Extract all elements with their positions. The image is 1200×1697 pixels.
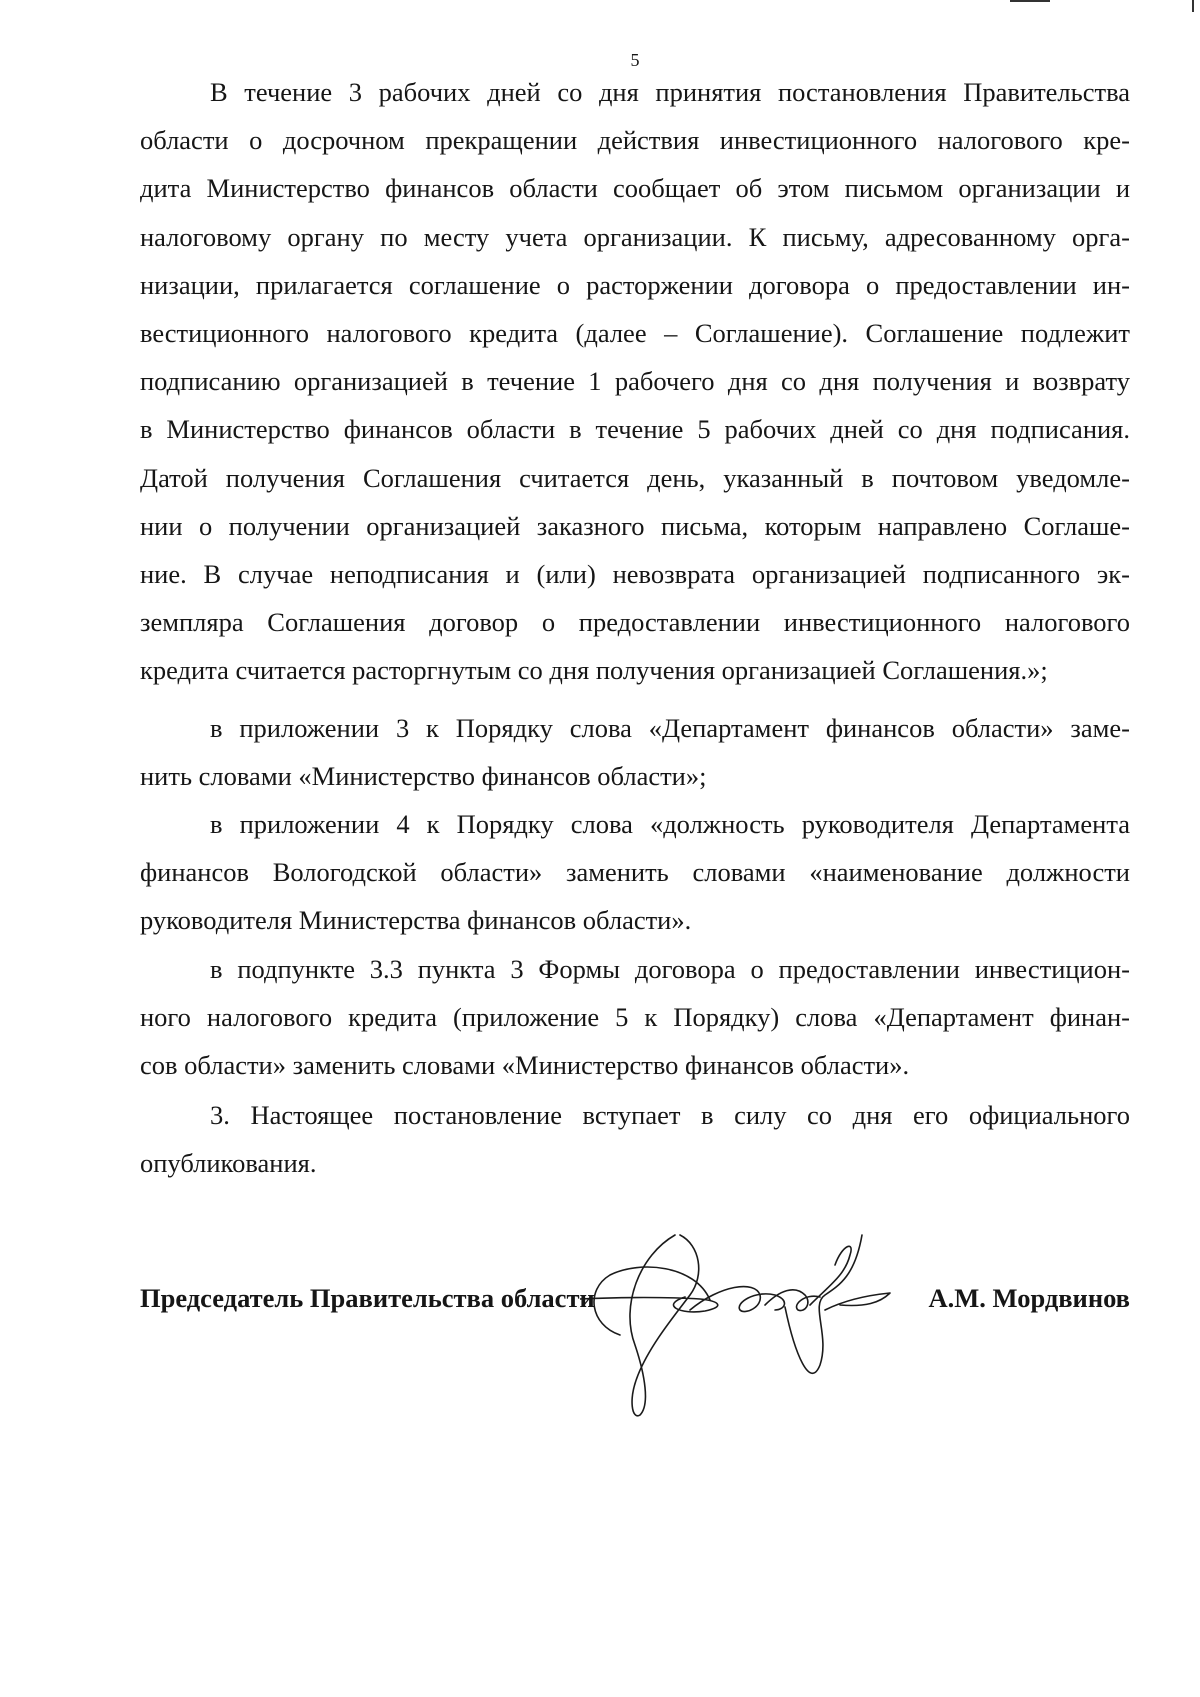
text-line: в приложении 3 к Порядку слова «Департамент финансов области» заме- [210,713,1130,743]
signatory-name: А.М. Мордвинов [928,1283,1130,1313]
text-line: сов области» заменить словами «Министерство финансов области». [140,1050,910,1081]
paragraph-3 [140,800,1130,945]
signatory-title: Председатель Правительства области [140,1283,595,1313]
paragraph-2 [140,704,1130,800]
text-line: области о досрочном прекращении действия инвестиционного налогового кре- [140,125,1130,156]
text-line: финансов Вологодской области» заменить словами «наименование должности [140,857,1130,888]
text-line: земпляра Соглашения договор о предоставлении инвестиционного налогового [140,607,1130,638]
signature-block [140,1283,1130,1323]
text-line: в подпункте 3.3 пункта 3 Формы договора о предоставлении инвестицион- [210,954,1130,984]
text-line: нить словами «Министерство финансов области»; [140,761,707,792]
page-number: 5 [630,50,640,70]
text-line: опубликования. [140,1148,317,1179]
text-line: 3. Настоящее постановление вступает в силу со дня его официального [210,1100,1130,1130]
text-line: низации, прилагается соглашение о расторжении договора о предоставлении ин- [140,269,1130,300]
paragraph-5 [140,1091,1130,1187]
scan-edge-mark [1010,0,1050,2]
text-line: в Министерство финансов области в течение 5 рабочих дней со дня подписания. [140,414,1130,445]
text-line: нии о получении организацией заказного письма, которым направлено Соглаше- [140,510,1130,541]
text-line: ного налогового кредита (приложение 5 к Порядку) слова «Департамент финан- [140,1002,1130,1033]
text-line: в приложении 4 к Порядку слова «должность руководителя Департамента [210,809,1130,839]
text-line: кредита считается расторгнутым со дня получения организацией Соглашения.»; [140,655,1048,686]
scan-edge-mark [1192,0,1194,12]
text-line: налоговому органу по месту учета организации. К письму, адресованному орга- [140,221,1130,252]
text-line: В течение 3 рабочих дней со дня принятия постановления Правительства [210,77,1130,107]
text-line: ние. В случае неподписания и (или) невозврата организацией подписанного эк- [140,559,1130,590]
text-line: дита Министерство финансов области сообщает об этом письмом организации и [140,173,1130,204]
paragraph-1 [140,68,1130,695]
text-line: руководителя Министерства финансов области». [140,905,692,936]
paragraph-4 [140,945,1130,1090]
text-line: вестиционного налогового кредита (далее – Соглашение). Соглашение подлежит [140,318,1130,349]
text-line: Датой получения Соглашения считается день, указанный в почтовом уведомле- [140,462,1130,493]
text-line: подписанию организацией в течение 1 рабочего дня со дня получения и возврату [140,366,1130,397]
